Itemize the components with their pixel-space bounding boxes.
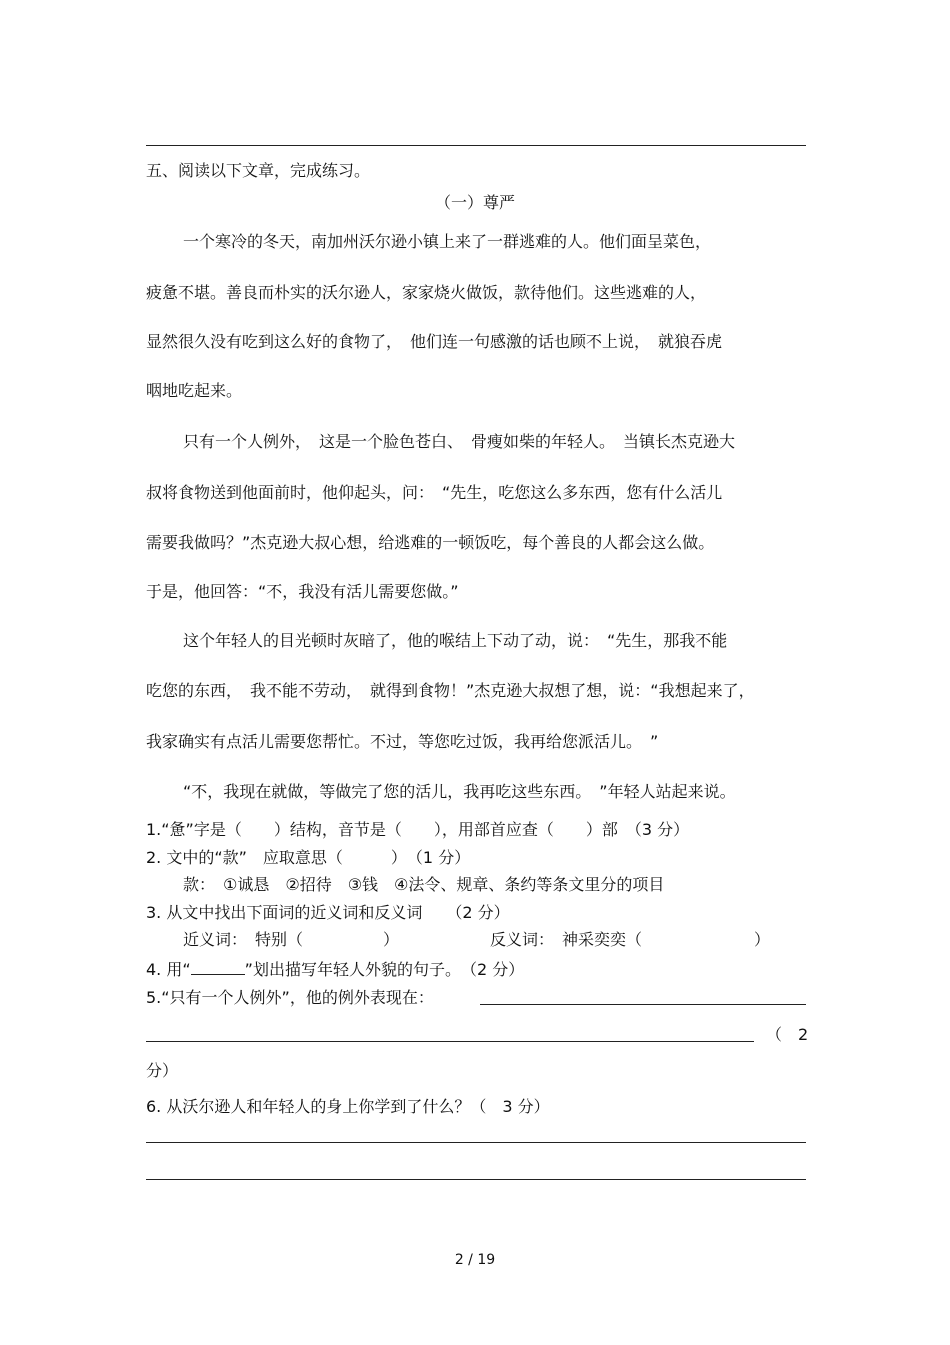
passage-title: （一）尊严 <box>434 193 515 212</box>
answer-line[interactable] <box>146 1041 754 1042</box>
page-number: 2 / 19 <box>454 1252 496 1268</box>
passage-line: 只有一个人例外， 这是一个脸色苍白、 骨瘦如柴的年轻人。 当镇长杰克逊大 <box>183 432 736 451</box>
answer-line[interactable] <box>146 1142 806 1143</box>
question-5: 5.“只有一个人例外”，他的例外表现在： <box>146 988 434 1007</box>
passage-line: 叔将食物送到他面前时，他仰起头，问： “先生，吃您这么多东西，您有什么活儿 <box>146 483 723 502</box>
passage-line: 这个年轻人的目光顿时灰暗了，他的喉结上下动了动，说： “先生，那我不能 <box>183 631 728 650</box>
question-6: 6. 从沃尔逊人和年轻人的身上你学到了什么？（ 3 分） <box>146 1097 550 1116</box>
question-4-suffix: ”划出描写年轻人外貌的句子。 （2 分） <box>244 960 525 979</box>
question-4-prefix: 4. 用“ <box>146 960 191 979</box>
underline-sample <box>191 958 245 975</box>
passage-line: 显然很久没有吃到这么好的食物了， 他们连一句感激的话也顾不上说， 就狼吞虎 <box>146 332 723 351</box>
passage-line: “不，我现在就做，等做完了您的活儿，我再吃这些东西。 ”年轻人站起来说。 <box>183 782 736 801</box>
question-4 <box>146 958 524 980</box>
question-5-score-close: 分） <box>146 1061 179 1080</box>
passage-line: 于是，他回答：“不，我没有活儿需要您做。” <box>146 582 459 601</box>
question-3: 3. 从文中找出下面词的近义词和反义词 （2 分） <box>146 903 510 922</box>
passage-line: 需要我做吗？”杰克逊大叔心想，给逃难的一顿饭吃，每个善良的人都会这么做。 <box>146 533 715 552</box>
passage-line: 我家确实有点活儿需要您帮忙。不过，等您吃过饭，我再给您派活儿。 ” <box>146 732 659 751</box>
passage-line: 咽地吃起来。 <box>146 381 243 400</box>
answer-line[interactable] <box>480 1004 806 1005</box>
question-2-options: 款： ①诚恳 ②招待 ③钱 ④法令、规章、条约等条文里分的项目 <box>183 875 665 894</box>
question-5-score-open: （ <box>766 1025 783 1044</box>
top-rule <box>146 145 806 146</box>
passage-line: 吃您的东西， 我不能不劳动， 就得到食物！”杰克逊大叔想了想，说：“我想起来了， <box>146 681 755 700</box>
passage-line: 疲惫不堪。善良而朴实的沃尔逊人，家家烧火做饭，款待他们。这些逃难的人， <box>146 283 707 302</box>
question-1: 1.“惫”字是（ ）结构，音节是（ ），用部首应查（ ）部 （3 分） <box>146 820 690 839</box>
question-5-score-number: 2 <box>798 1025 809 1044</box>
question-3-near-synonym: 近义词： 特别（ ） <box>183 930 400 949</box>
section-heading: 五、阅读以下文章，完成练习。 <box>146 161 371 180</box>
question-2: 2. 文中的“款” 应取意思（ ） （1 分） <box>146 848 471 867</box>
question-3-antonym: 反义词： 神采奕奕（ ） <box>490 930 771 949</box>
passage-line: 一个寒冷的冬天，南加州沃尔逊小镇上来了一群逃难的人。他们面呈菜色， <box>183 232 712 251</box>
answer-line[interactable] <box>146 1179 806 1180</box>
